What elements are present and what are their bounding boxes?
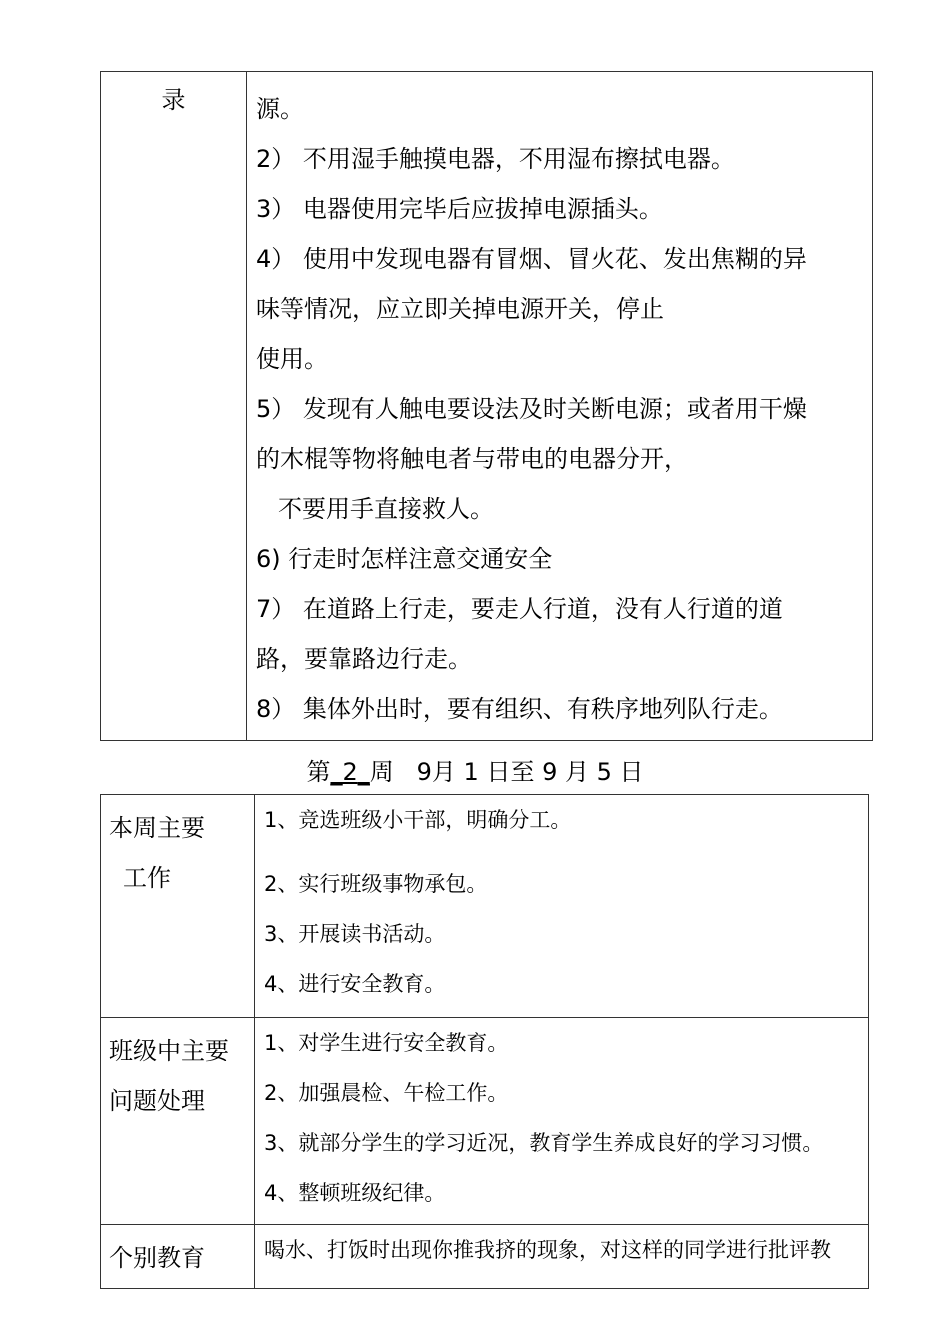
- problems-label-line1: 班级中主要: [109, 1037, 229, 1065]
- record-line: 7） 在道路上行走，要走人行道，没有人行道的道: [256, 595, 783, 623]
- problems-content-cell: [255, 1018, 869, 1225]
- record-label: 录: [161, 86, 186, 114]
- main-work-item: 2、实行班级事物承包。: [264, 872, 488, 896]
- record-line: 的木棍等物将触电者与带电的电器分开，: [256, 445, 688, 473]
- week-heading: [0, 752, 950, 792]
- problems-item: 3、就部分学生的学习近况，教育学生养成良好的学习习惯。: [264, 1131, 824, 1155]
- problems-item: 1、对学生进行安全教育。: [264, 1031, 509, 1055]
- record-line: 不要用手直接救人。: [278, 495, 494, 523]
- individual-label-cell: [101, 1225, 255, 1289]
- problems-item: 2、加强晨检、午检工作。: [264, 1081, 509, 1105]
- record-line: 路，要靠路边行走。: [256, 645, 472, 673]
- main-work-label-line1: 本周主要: [109, 814, 205, 842]
- record-label-cell: [101, 72, 247, 741]
- main-work-label-cell: [101, 795, 255, 1018]
- record-content-cell: [247, 72, 873, 741]
- record-line: 5） 发现有人触电要设法及时关断电源；或者用干燥: [256, 395, 807, 423]
- problems-row: [101, 1018, 869, 1225]
- individual-education-row: [101, 1225, 869, 1289]
- record-line: 4） 使用中发现电器有冒烟、冒火花、发出焦糊的异: [256, 245, 807, 273]
- record-line: 2） 不用湿手触摸电器，不用湿布擦拭电器。: [256, 145, 735, 173]
- week-number-value: 2: [342, 758, 358, 786]
- weekly-work-table: [100, 794, 869, 1289]
- week-number: _2_: [330, 758, 370, 786]
- safety-record-row: [101, 72, 873, 741]
- spacer: [264, 845, 862, 859]
- safety-record-table: [100, 71, 873, 741]
- record-line: 使用。: [256, 345, 328, 373]
- record-line: 味等情况，应立即关掉电源开关，停止: [256, 295, 664, 323]
- main-work-item: 4、进行安全教育。: [264, 972, 446, 996]
- individual-label: 个别教育: [109, 1244, 205, 1272]
- week-prefix: 第: [306, 758, 331, 786]
- main-work-item: 3、开展读书活动。: [264, 922, 446, 946]
- main-work-item: 1、竞选班级小干部，明确分工。: [264, 808, 572, 832]
- week-date-range: 周 9月 1 日至 9 月 5 日: [369, 758, 644, 786]
- individual-content-cell: [255, 1225, 869, 1289]
- main-work-label-line2: 工作: [123, 864, 171, 892]
- record-line: 3） 电器使用完毕后应拔掉电源插头。: [256, 195, 663, 223]
- problems-label-cell: [101, 1018, 255, 1225]
- record-line: 源。: [256, 95, 304, 123]
- individual-text: 喝水、打饭时出现你推我挤的现象，对这样的同学进行批评教: [264, 1238, 831, 1262]
- problems-label-line2: 问题处理: [109, 1087, 205, 1115]
- record-line: 6) 行走时怎样注意交通安全: [256, 545, 553, 573]
- record-line: 8） 集体外出时，要有组织、有秩序地列队行走。: [256, 695, 783, 723]
- main-work-content-cell: [255, 795, 869, 1018]
- main-work-row: [101, 795, 869, 1018]
- problems-item: 4、整顿班级纪律。: [264, 1181, 446, 1205]
